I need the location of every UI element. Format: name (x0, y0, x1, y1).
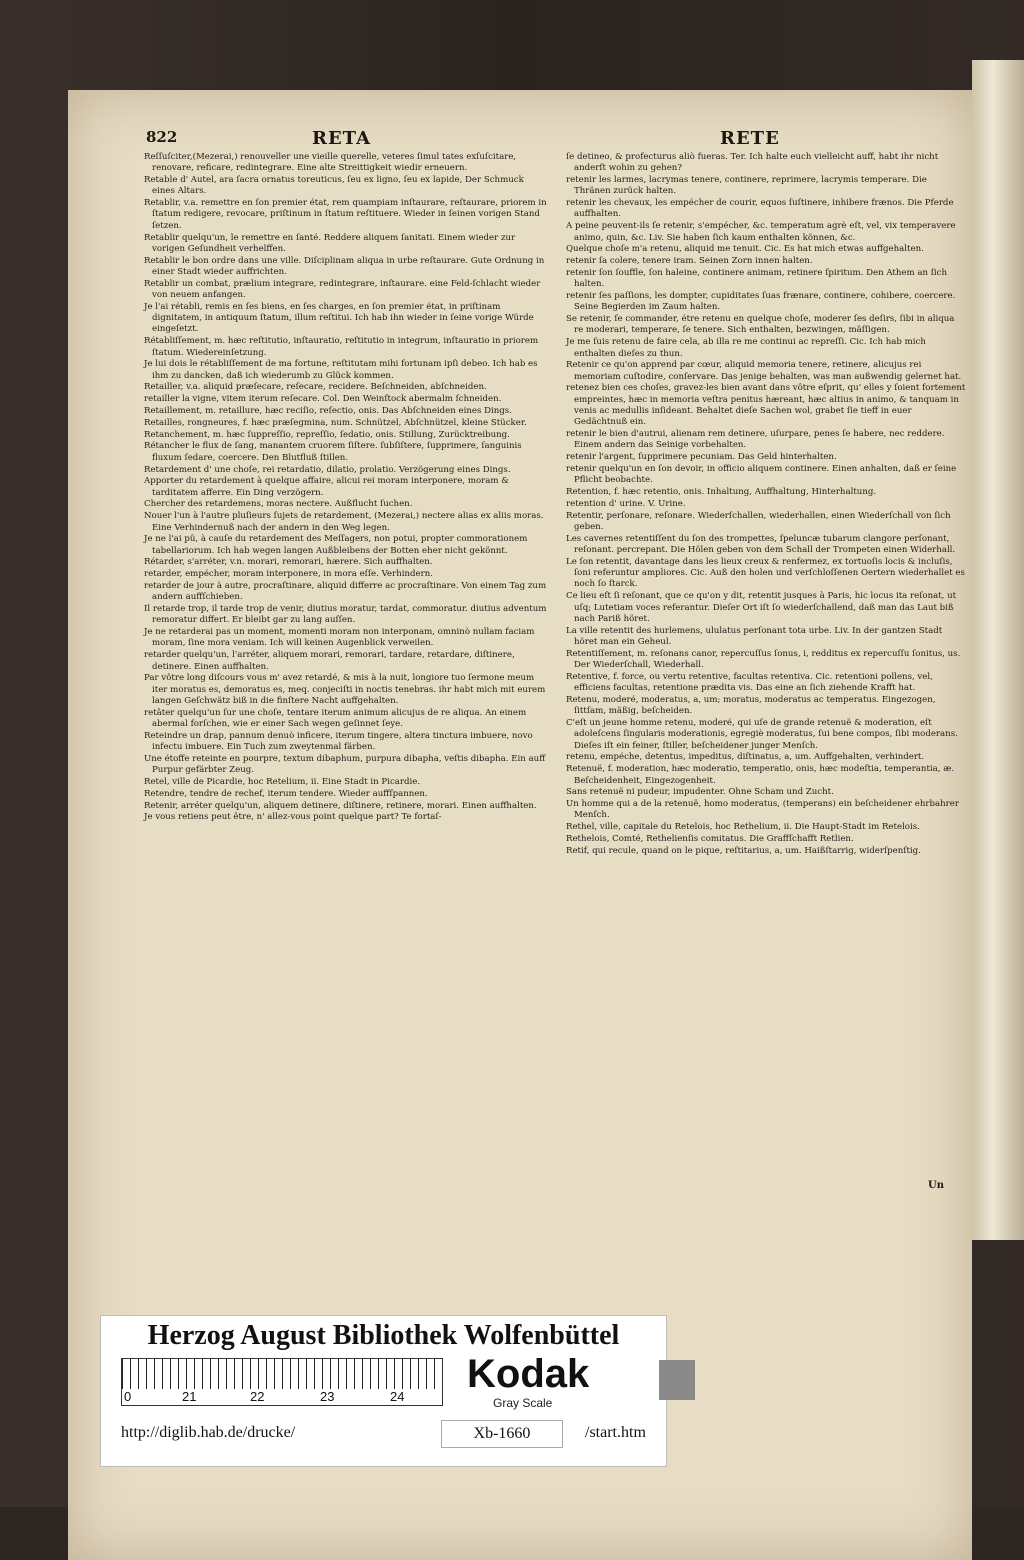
dictionary-entry: Retaillement, m. retaillure, hæc reciſio, reſectio, onis. Das Abſchneiden eines Dings. (144, 406, 512, 417)
catchword: Un (928, 1180, 944, 1191)
dictionary-entry: Apporter du retardement à quelque affaire, alicui rei moram interponere, moram & tarditatem afferre. Ein Ding verzögern. (144, 476, 509, 498)
dictionary-entry: Les cavernes retentiſſent du ſon des trompettes, ſpeluncæ tubarum clangore perſonant, reſonant. percrepant. Die Hölen geben von dem Schall der Trompeten einen Widerhall. (566, 533, 956, 556)
dictionary-entry: Nouer l'un à l'autre pluſieurs ſujets de retardement, (Mezerai,) nectere alias ex aliis moras. Eine Verhindernuß nach der andern in den Weg legen. (144, 511, 544, 533)
dictionary-entry: Retif, qui recule, quand on le pique, reſtitarius, a, um. Haißſtarrig, widerſpenſtig. (566, 845, 921, 856)
dictionary-entry: Retablir quelqu'un, le remettre en ſanté. Reddere aliquem ſanitati. Einem wieder zur vorigen Geſundheit verhelffen. (144, 232, 516, 254)
dictionary-entry: Rethelois, Comté, Rethelienſis comitatus. Die Graffſchafft Retlien. (566, 834, 854, 845)
dictionary-entry: Se retenir, ſe commander, étre retenu en quelque choſe, moderer ſes deſirs, ſibi in aliqua re moderari, temperare, ſe tenere. Sich enthalten, bezwingen, mäſſigen. (566, 314, 955, 336)
gray-scale-label: Gray Scale (493, 1396, 553, 1410)
dictionary-entry: retention d' urine. V. Urine. (566, 498, 686, 509)
ruler-ticks (122, 1359, 442, 1389)
left-column (144, 152, 549, 824)
next-page-edge (972, 60, 1024, 1240)
dictionary-entry: Quelque choſe m'a retenu, aliquid me tenuit. Cic. Es hat mich etwas auffgehalten. (566, 244, 924, 255)
shelfmark: Xb-1660 (441, 1420, 563, 1448)
dictionary-entry: Rétarder, s'arréter, v.n. morari, remorari, hærere. Sich auffhalten. (144, 557, 433, 568)
dictionary-entry: Retel, ville de Picardie, hoc Retelium, ii. Eine Stadt in Picardie. (144, 777, 421, 788)
dictionary-entry: La ville retentit des hurlemens, ululatus perſonant tota urbe. Liv. In der gantzen Stadt höret man ein Geheul. (566, 625, 943, 647)
dictionary-entry: retâter quelqu'un ſur une choſe, tentare iterum animum alicujus de re aliqua. An einem abermal forſchen, wie er einer Sach wegen geſinnet ſeye. (144, 707, 527, 730)
ruler-number: 22 (250, 1389, 265, 1404)
dictionary-entry: Par vôtre long diſcours vous m' avez retardé, & mis à la nuit, longiore tuo ſermone meum iter moratus es, demoratus es, meq. conjeciſti in noctis tenebras. ihr habt mich mit eurem langen Geſchwätz biß in die finſtere Nacht auffgehalten. (144, 673, 546, 706)
page-number: 822 (146, 128, 178, 146)
dictionary-entry: Retention, f. hæc retentio, onis. Inhaltung, Auffhaltung, Hinterhaltung. (566, 487, 877, 498)
ruler-number: 0 (124, 1389, 132, 1404)
dictionary-entry: C'eſt un jeune homme retenu, moderé, qui uſe de grande retenuë & moderation, eſt adoleſcens ſingularis moderationis, egregiè moderatus, ſui bene compos, ſibi moderans. Dieſes iſt ein feiner, ſtiller, beſcheidener junger Menſch. (566, 718, 958, 751)
dictionary-entry: retailler la vigne, vitem iterum reſecare. Col. Den Weinſtock abermalm ſchneiden. (144, 394, 502, 405)
url-prefix: http://diglib.hab.de/drucke/ (121, 1424, 296, 1441)
kodak-logo: Kodak (467, 1352, 590, 1396)
dictionary-entry: Ce lieu eſt ſi reſonant, que ce qu'on y dit, retentit jusques à Paris, hic locus ita reſonat, ut uſq; Lutetiam voces referantur. Dieſer Ort iſt ſo wiederſchallend, daß man das Laut biß nach Pariß höret. (566, 591, 957, 624)
archive-card (100, 1315, 667, 1467)
dictionary-entry: Chercher des retardemens, moras nectere. Außflucht ſuchen. (144, 499, 413, 510)
dictionary-entry: Retablir un combat, prælium integrare, redintegrare, inſtaurare. eine Feld-ſchlacht wieder von neuem anfangen. (144, 278, 541, 301)
dictionary-entry: retenez bien ces choſes, gravez-les bien avant dans vôtre eſprit, qu' elles y ſoient fortement empreintes, hæc in memoria veſtra penitus hæreant, hæc altius in animo, & tanquam in venis ac medullis inſideant. Behaltet dieſe Sachen wol, grabet ſie tieff in euer Gedächtnuß ein. (566, 383, 966, 428)
dictionary-entry: retenu, empéche, detentus, impeditus, diſtinatus, a, um. Auffgehalten, verhindert. (566, 752, 925, 763)
ruler-number: 24 (390, 1389, 405, 1404)
dictionary-entry: Retentiſſement, m. reſonans canor, repercuſſus ſonus, i, redditus ex repercuſſu ſonitus, us. Der Wiederſchall, Wiederhall. (566, 648, 961, 671)
dictionary-entry: Retendre, tendre de rechef, iterum tendere. Wieder auffſpannen. (144, 788, 428, 799)
dictionary-entry: retarder de jour à autre, procraſtinare, aliquid differre ac procraſtinare. Von einem Tag zum andern auffſchieben. (144, 580, 547, 603)
dictionary-entry: Retenir ce qu'on apprend par cœur, aliquid memoria tenere, retinere, alicujus rei memoriam cuſtodire, conſervare. Das jenige behalten, was man außwendig gelernet hat. (566, 360, 962, 382)
url-suffix: /start.htm (585, 1424, 646, 1441)
dictionary-entry: retenir ſes paſſions, les dompter, cupiditates ſuas frænare, continere, cohibere, coercere. Seine Begierden im Zaum halten. (566, 291, 956, 313)
dictionary-entry: retenir l'argent, ſupprimere pecuniam. Das Geld hinterhalten. (566, 452, 837, 463)
dictionary-entry: retenir les chevaux, les empécher de courir, equos ſuſtinere, inhibere frænos. Die Pferde auffhalten. (566, 198, 954, 220)
ruler-number: 23 (320, 1389, 335, 1404)
dictionary-entry: retarder quelqu'un, l'arréter, aliquem morari, remorari, tardare, retardare, diſtinere, detinere. Einen auffhalten. (144, 650, 515, 672)
dictionary-entry: retarder, empécher, moram interponere, in mora eſſe. Verhindern. (144, 569, 433, 580)
gray-swatch (659, 1360, 695, 1400)
dictionary-entry: A peine peuvent-ils ſe retenir, s'empécher, &c. temperatum agrè eſt, vel, vix temperavere animo, quin, &c. Liv. Sie haben ſich kaum enthalten können, &c. (566, 221, 956, 243)
dictionary-entry: retenir quelqu'un en ſon devoir, in officio aliquem continere. Einen anhalten, daß er ſeine Pflicht beobachte. (566, 464, 957, 486)
dictionary-entry: Je ne l'ai pû, à cauſe du retardement des Meſſagers, non potui, propter commorationem tabellariorum. Ich hab wegen langen Außbleibens der Botten eher nicht gekönnt. (144, 534, 528, 556)
dictionary-entry: retenir les larmes, lacrymas tenere, continere, reprimere, lacrymis temperare. Die Thränen zurück halten. (566, 175, 927, 197)
dictionary-entry: Retable d' Autel, ara ſacra ornatus toreuticus, ſeu ex ligno, ſeu ex lapide, Der Schmuck eines Altars. (144, 175, 524, 197)
dictionary-entry: Rétabliſſement, m. hæc reſtitutio, inſtauratio, reſtitutio in integrum, inſtauratio in priorem ſtatum. Wiedereinſetzung. (144, 336, 539, 358)
dictionary-entry: Je vous retiens peut être, n' allez-vous point quelque part? Te fortaſ- (144, 812, 442, 823)
dictionary-entry: Retentir, perſonare, reſonare. Wiederſchallen, wiederhallen, einen Wiederſchall von ſich geben. (566, 510, 951, 532)
scale-ruler (121, 1358, 443, 1406)
dictionary-entry: Sans retenuë ni pudeur, impudenter. Ohne Scham und Zucht. (566, 787, 834, 798)
running-head-right: RETE (720, 128, 780, 149)
dictionary-entry: Retailler, v.a. aliquid præſecare, reſecare, recidere. Beſchneiden, abſchneiden. (144, 382, 487, 393)
running-head-left: RETA (312, 128, 372, 149)
right-column (566, 152, 966, 858)
dictionary-entry: Je lui dois le rétabliſſement de ma fortune, reſtitutam mihi fortunam ipſi debeo. Ich hab es ihm zu dancken, daß ich wiederumb zu Glück kommen. (144, 359, 538, 381)
dictionary-entry: Retenuë, f. moderation, hæc moderatio, temperatio, onis, hæc modeſtia, temperantia, æ. Beſcheidenheit, Eingezogenheit. (566, 764, 955, 786)
dictionary-entry: Retenir, arréter quelqu'un, aliquem detinere, diſtinere, retinere, morari. Einen auffhalten. (144, 800, 537, 811)
dictionary-entry: Le ſon retentit, davantage dans les lieux creux & renfermez, ex tortuoſis locis & incluſis, ſoni referuntur ampliores. Cic. Auß den holen und verſchloſſenen Oertern wiederhallet es noch ſo ſtarck. (566, 556, 965, 590)
dictionary-entry: Je l'ai rétabli, remis en ſes biens, en ſes charges, en ſon premier état, in priſtinam dignitatem, in antiquum ſtatum, illum reſtitui. Ich hab ihn wieder in ſeine vorige Würde eingeſetzt. (144, 301, 534, 335)
dictionary-entry: retenir ſa colere, tenere iram. Seinen Zorn innen halten. (566, 256, 813, 267)
dictionary-entry: Rethel, ville, capitale du Retelois, hoc Rethelium, ii. Die Haupt-Stadt im Retelois. (566, 822, 920, 833)
dictionary-entry: Retanchement, m. hæc ſuppreſſio, repreſſio, ſedatio, onis. Stillung, Zurücktreibung. (144, 429, 510, 440)
dictionary-entry: retenir ſon ſouffle, ſon haleine, continere animam, retinere ſpiritum. Den Athem an ſich halten. (566, 267, 948, 290)
dictionary-entry: Retardement d' une choſe, rei retardatio, dilatio, prolatio. Verzögerung eines Dings. (144, 464, 511, 475)
dictionary-entry: Retentive, f. force, ou vertu retentive, facultas retentiva. Cic. retentioni pollens, vel, efficiens facultas, retentione prædita vis. Das eine an ſich ziehende Krafft hat. (566, 671, 933, 694)
dictionary-entry: Retenu, moderé, moderatus, a, um; moratus, moderatus ac temperatus. Eingezogen, ſittſam, mäßig, beſcheiden. (566, 694, 936, 717)
dictionary-entry: ſe detineo, & profecturus aliò fueras. Ter. Ich halte euch vielleicht auff, habt ihr nicht anderſt wohin zu gehen? (566, 152, 939, 174)
dictionary-entry: Reteindre un drap, pannum denuò inficere, iterum tingere, altera tinctura imbuere, novo infectu imbuere. Ein Tuch zum zweytenmal färben. (144, 730, 533, 753)
dictionary-entry: Il retarde trop, il tarde trop de venir, diutius moratur, tardat, commoratur. diutius adventum remoratur differt. Er bleibt gar zu lang auſſen. (144, 604, 547, 626)
dictionary-entry: Je ne retarderai pas un moment, momenti moram non interponam, omninò nullam faciam moram, ſine mora veniam. Ich will keinen Augenblick verweilen. (144, 627, 535, 649)
dictionary-entry: Je me ſuis retenu de faire cela, ab illa re me continui ac repreſſi. Cic. Ich hab mich enthalten dieſes zu thun. (566, 337, 926, 359)
dictionary-entry: Retablir, v.a. remettre en ſon premier état, rem quampiam inſtaurare, reſtaurare, priorem in ſtatum redigere, revocare, priſtinum in ſtatum reſtituere. Wieder in ſeinen vorigen Stand ſetzen. (144, 198, 547, 231)
dictionary-entry: Une étoffe reteinte en pourpre, textum dibaphum, purpura dibapha, veſtis dibapha. Ein auff Purpur gefärbter Zeug. (144, 753, 546, 776)
dictionary-entry: Rétancher le flux de ſang, manantem cruorem ſiſtere. ſubſiſtere, ſupprimere, ſanguinis fluxum ſedare, coercere. Den Blutfluß ſtillen. (144, 441, 522, 463)
dictionary-entry: Un homme qui a de la retenuë, homo moderatus, (temperans) ein beſcheidener ehrbahrer Menſch. (566, 799, 959, 821)
ruler-number: 21 (182, 1389, 197, 1404)
dictionary-entry: retenir le bien d'autrui, alienam rem detinere, uſurpare, penes ſe habere, nec reddere. Einem andern das Seinige vorbehalten. (566, 429, 945, 451)
dictionary-entry: Reſſuſciter,(Mezerai,) renouveller une vieille querelle, veteres ſimul tates exſuſcitare, renovare, reficare, redintegrare. Eine alte Streittigkeit wiedir erneuern. (144, 152, 517, 174)
dictionary-entry: Retailles, rongneures, f. hæc præſegmina, num. Schnützel, Abſchnützel, kleine Stücker. (144, 417, 527, 428)
dictionary-entry: Retablir le bon ordre dans une ville. Diſciplinam aliqua in urbe reſtaurare. Gute Ordnung in einer Stadt wieder auffrichten. (144, 255, 545, 277)
ruler-numbers (122, 1389, 442, 1405)
institution-name: Herzog August Bibliothek Wolfenbüttel (147, 1320, 620, 1351)
